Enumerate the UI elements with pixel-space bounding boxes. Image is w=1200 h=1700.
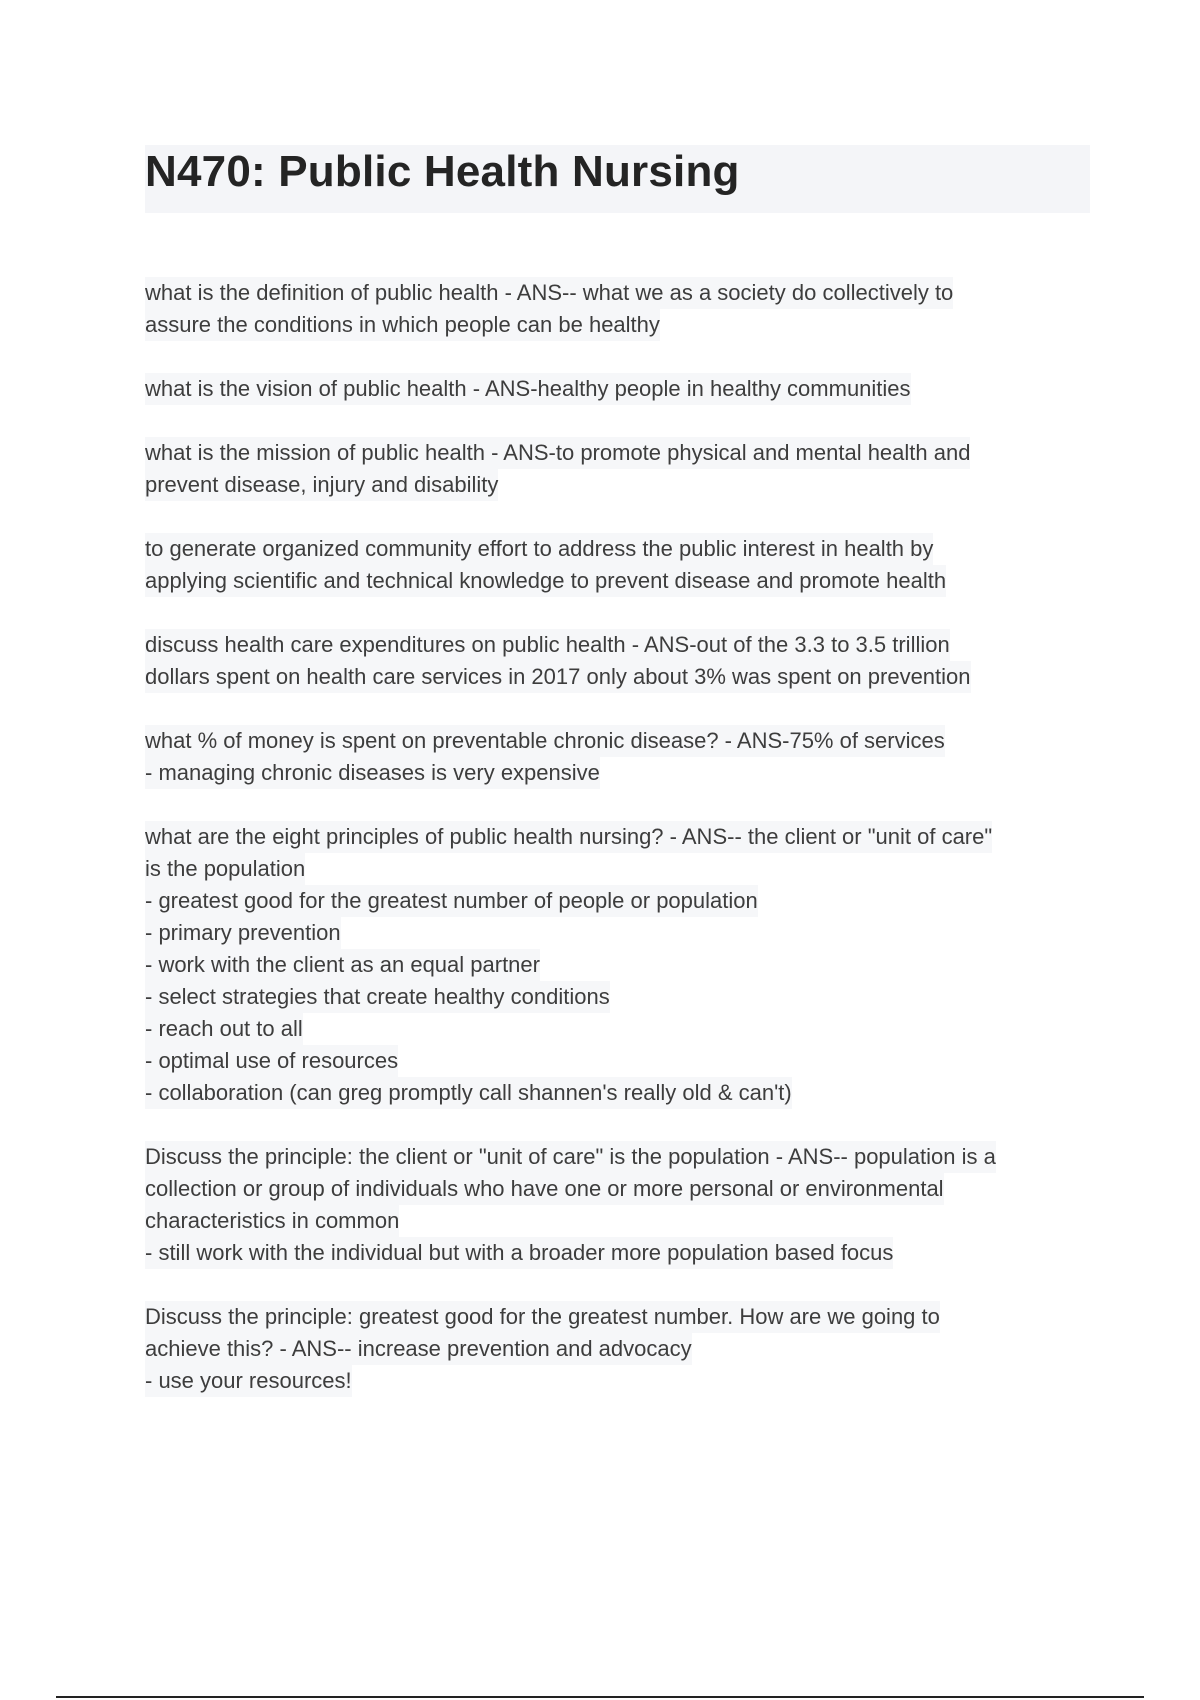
qa-entry-chronic-disease: [145, 725, 1090, 789]
qa-entry-expenditures: [145, 629, 1090, 693]
footer-divider: [56, 1696, 1144, 1698]
text-line: what is the mission of public health - ANS-to promote physical and mental health and: [145, 437, 970, 469]
flashcard-list: [145, 277, 1090, 1429]
qa-entry-eight-principles: [145, 821, 1090, 1109]
qa-entry-mission: [145, 437, 1090, 501]
qa-entry-unit-of-care: [145, 1141, 1090, 1269]
list-item: - select strategies that create healthy conditions: [145, 981, 610, 1013]
text-line: dollars spent on health care services in 2017 only about 3% was spent on prevention: [145, 661, 971, 693]
qa-entry-mission-continued: [145, 533, 1090, 597]
text-line: discuss health care expenditures on public health - ANS-out of the 3.3 to 3.5 trillion: [145, 629, 950, 661]
list-item: - use your resources!: [145, 1365, 352, 1397]
list-item: - primary prevention: [145, 917, 341, 949]
list-item: - work with the client as an equal partner: [145, 949, 540, 981]
text-line: assure the conditions in which people can be healthy: [145, 309, 660, 341]
text-line: achieve this? - ANS-- increase prevention and advocacy: [145, 1333, 692, 1365]
text-line: what is the definition of public health - ANS-- what we as a society do collectively to: [145, 277, 953, 309]
text-line: what are the eight principles of public health nursing? - ANS-- the client or "unit of care": [145, 821, 992, 853]
qa-entry-greatest-good: [145, 1301, 1090, 1397]
list-item: - greatest good for the greatest number of people or population: [145, 885, 758, 917]
text-line: is the population: [145, 853, 305, 885]
page-title: N470: Public Health Nursing: [145, 147, 740, 196]
list-item: - optimal use of resources: [145, 1045, 398, 1077]
text-line: what is the vision of public health - ANS-healthy people in healthy communities: [145, 373, 911, 405]
list-item: - still work with the individual but with a broader more population based focus: [145, 1237, 893, 1269]
text-line: Discuss the principle: greatest good for the greatest number. How are we going to: [145, 1301, 940, 1333]
list-item: - reach out to all: [145, 1013, 303, 1045]
qa-entry-definition: [145, 277, 1090, 341]
list-item: - collaboration (can greg promptly call shannen's really old & can't): [145, 1077, 792, 1109]
text-line: Discuss the principle: the client or "unit of care" is the population - ANS-- population is a: [145, 1141, 996, 1173]
text-line: to generate organized community effort to address the public interest in health by: [145, 533, 933, 565]
qa-entry-vision: [145, 373, 1090, 405]
text-line: prevent disease, injury and disability: [145, 469, 498, 501]
text-line: characteristics in common: [145, 1205, 399, 1237]
text-line: - managing chronic diseases is very expensive: [145, 757, 600, 789]
text-line: applying scientific and technical knowledge to prevent disease and promote health: [145, 565, 946, 597]
text-line: what % of money is spent on preventable chronic disease? - ANS-75% of services: [145, 725, 945, 757]
text-line: collection or group of individuals who have one or more personal or environmental: [145, 1173, 944, 1205]
